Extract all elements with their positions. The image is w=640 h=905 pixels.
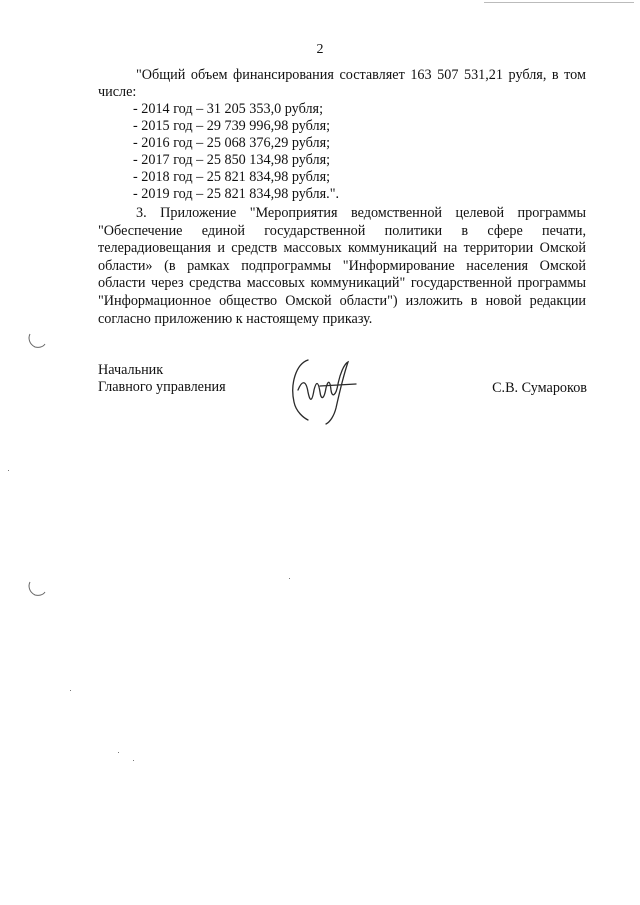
signatory-title-line: Главного управления <box>98 379 226 395</box>
punch-hole-mark <box>26 328 48 350</box>
signatory-title <box>98 362 226 396</box>
funding-by-year-list <box>133 101 339 203</box>
signatory-name: С.В. Сумароков <box>492 380 587 396</box>
funding-total-paragraph: "Общий объем финансирования составляет 163 507 531,21 рубля, в том числе: <box>98 67 586 100</box>
scan-edge-line <box>484 2 634 3</box>
page-number: 2 <box>316 42 324 57</box>
funding-year-item: - 2019 год – 25 821 834,98 рубля.". <box>133 186 340 202</box>
appendix-paragraph: 3. Приложение "Мероприятия ведомственной целевой программы "Обеспечение единой государственной политики в сфере печати, телерадиовещания и средств массовых коммуникаций на территории Омской области» (в рамках подпрограммы "Информирование населения Омской области через средства массовых коммуникаций" государственной программы "Информационное общество Омской области") изложить в новой редакции согласно приложению к настоящему приказу. <box>98 205 586 327</box>
scan-speck <box>133 760 134 761</box>
scan-speck <box>289 578 290 579</box>
signatory-title-line: Начальник <box>98 362 164 378</box>
punch-hole-mark <box>26 576 48 598</box>
scan-speck <box>70 690 71 691</box>
funding-year-item: - 2014 год – 31 205 353,0 рубля; <box>133 101 324 117</box>
funding-year-item: - 2017 год – 25 850 134,98 рубля; <box>133 152 331 168</box>
scan-speck <box>118 752 119 753</box>
handwritten-signature <box>286 350 366 430</box>
scan-speck <box>8 470 9 471</box>
funding-year-item: - 2018 год – 25 821 834,98 рубля; <box>133 169 331 185</box>
funding-year-item: - 2016 год – 25 068 376,29 рубля; <box>133 135 331 151</box>
funding-year-item: - 2015 год – 29 739 996,98 рубля; <box>133 118 331 134</box>
